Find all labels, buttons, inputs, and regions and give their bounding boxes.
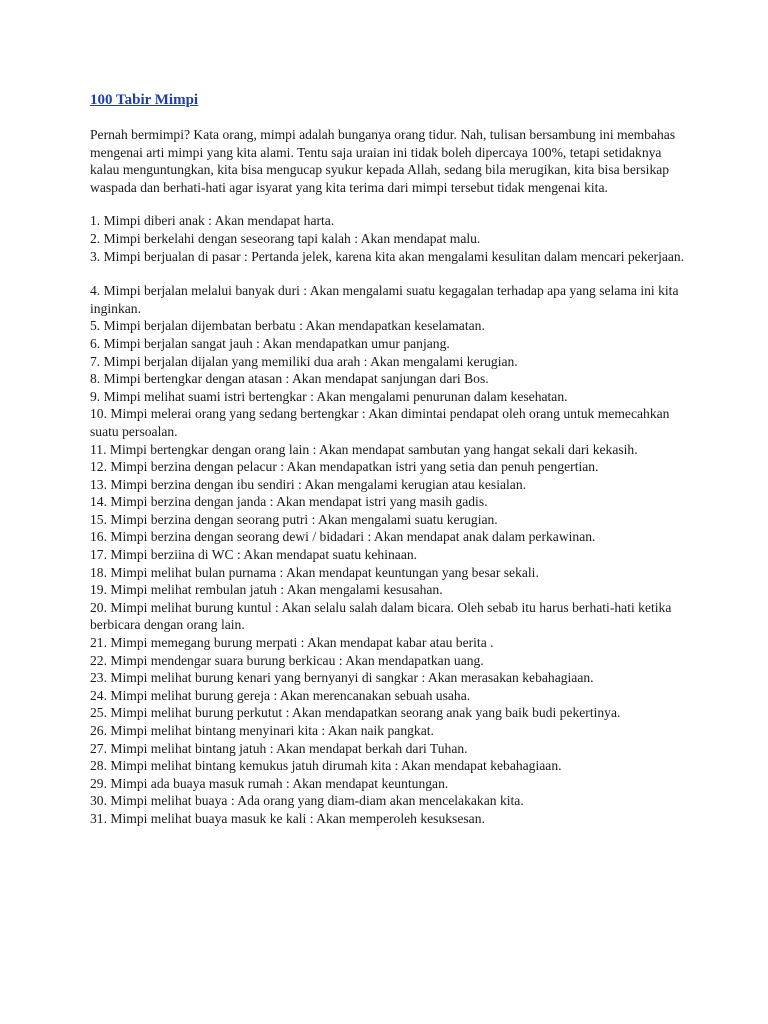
- list-item: 5. Mimpi berjalan dijembatan berbatu : Akan mendapatkan keselamatan.: [90, 318, 485, 334]
- list-item: 18. Mimpi melihat bulan purnama : Akan mendapat keuntungan yang besar sekali.: [90, 564, 539, 580]
- list-item: 26. Mimpi melihat bintang menyinari kita : Akan naik pangkat.: [90, 723, 434, 738]
- list-item: 19. Mimpi melihat rembulan jatuh : Akan mengalami kesusahan.: [90, 582, 443, 598]
- list-item: 3. Mimpi berjualan di pasar : Pertanda jelek, karena kita akan mengalami kesulitan dalam mencari pekerjaan.: [90, 248, 685, 264]
- list-item: 30. Mimpi melihat buaya : Ada orang yang diam-diam akan mencelakakan kita.: [90, 793, 524, 809]
- list-item: 6. Mimpi berjalan sangat jauh : Akan mendapatkan umur panjang.: [90, 335, 450, 351]
- list-item: 25. Mimpi melihat burung perkutut : Akan mendapatkan seorang anak yang baik budi pekertinya.: [90, 705, 621, 721]
- list-item: 13. Mimpi berzina dengan ibu sendiri : Akan mengalami kerugian atau kesialan.: [90, 476, 527, 492]
- list-item: 1. Mimpi diberi anak : Akan mendapat harta.: [90, 213, 335, 229]
- list-item: 28. Mimpi melihat bintang kemukus jatuh dirumah kita : Akan mendapat kebahagiaan.: [90, 758, 562, 774]
- document-title-link[interactable]: 100 Tabir Mimpi: [90, 92, 199, 108]
- document-page: [90, 90, 690, 828]
- list-item: 27. Mimpi melihat bintang jatuh : Akan mendapat berkah dari Tuhan.: [90, 740, 468, 756]
- list-item: 10. Mimpi melerai orang yang sedang bertengkar : Akan dimintai pendapat oleh orang untuk memecahkan suatu persoalan.: [90, 406, 670, 439]
- list-item: 9. Mimpi melihat suami istri bertengkar : Akan mengalami penurunan dalam kesehatan.: [90, 388, 568, 404]
- dream-list: [90, 212, 690, 827]
- list-item: 24. Mimpi melihat burung gereja : Akan merencanakan sebuah usaha.: [90, 687, 471, 703]
- list-item: 4. Mimpi berjalan melalui banyak duri : Akan mengalami suatu kegagalan terhadap apa yang selama ini kita inginkan.: [90, 283, 679, 316]
- list-item: 7. Mimpi berjalan dijalan yang memiliki dua arah : Akan mengalami kerugian.: [90, 353, 518, 369]
- list-item: 12. Mimpi berzina dengan pelacur : Akan mendapatkan istri yang setia dan penuh pengertian.: [90, 459, 599, 475]
- intro-paragraph: Pernah bermimpi? Kata orang, mimpi adalah bunganya orang tidur. Nah, tulisan bersambung ini membahas mengenai arti mimpi yang kita alami. Tentu saja uraian ini tidak boleh dipercaya 100%, tetapi setidaknya kalau menguntungkan, kita bisa mengucap syukur kepada Allah, sedang bila merugikan, kita bisa bersikap waspada dan berhati-hati agar isyarat yang kita terima dari mimpi tersebut tidak mengenai kita.: [90, 127, 676, 195]
- list-item: 21. Mimpi memegang burung merpati : Akan mendapat kabar atau berita .: [90, 635, 494, 651]
- list-item: 23. Mimpi melihat burung kenari yang bernyanyi di sangkar : Akan merasakan kebahagiaan.: [90, 670, 594, 686]
- list-item: 20. Mimpi melihat burung kuntul : Akan selalu salah dalam bicara. Oleh sebab itu harus berhati-hati ketika berbicara dengan orang lain.: [90, 599, 672, 633]
- list-item: 15. Mimpi berzina dengan seorang putri : Akan mengalami suatu kerugian.: [90, 511, 498, 527]
- list-item: 31. Mimpi melihat buaya masuk ke kali : Akan memperoleh kesuksesan.: [90, 810, 485, 826]
- list-item: 11. Mimpi bertengkar dengan orang lain : Akan mendapat sambutan yang hangat sekali dari kekasih.: [90, 441, 638, 457]
- list-item: 2. Mimpi berkelahi dengan seseorang tapi kalah : Akan mendapat malu.: [90, 230, 481, 246]
- list-item: 16. Mimpi berzina dengan seorang dewi / bidadari : Akan mendapat anak dalam perkawinan.: [90, 529, 596, 545]
- list-item: 29. Mimpi ada buaya masuk rumah : Akan mendapat keuntungan.: [90, 775, 449, 791]
- list-item: 8. Mimpi bertengkar dengan atasan : Akan mendapat sanjungan dari Bos.: [90, 371, 489, 387]
- list-item: 14. Mimpi berzina dengan janda : Akan mendapat istri yang masih gadis.: [90, 494, 488, 510]
- list-item: 17. Mimpi berziina di WC : Akan mendapat suatu kehinaan.: [90, 547, 418, 563]
- list-item: 22. Mimpi mendengar suara burung berkicau : Akan mendapatkan uang.: [90, 652, 484, 668]
